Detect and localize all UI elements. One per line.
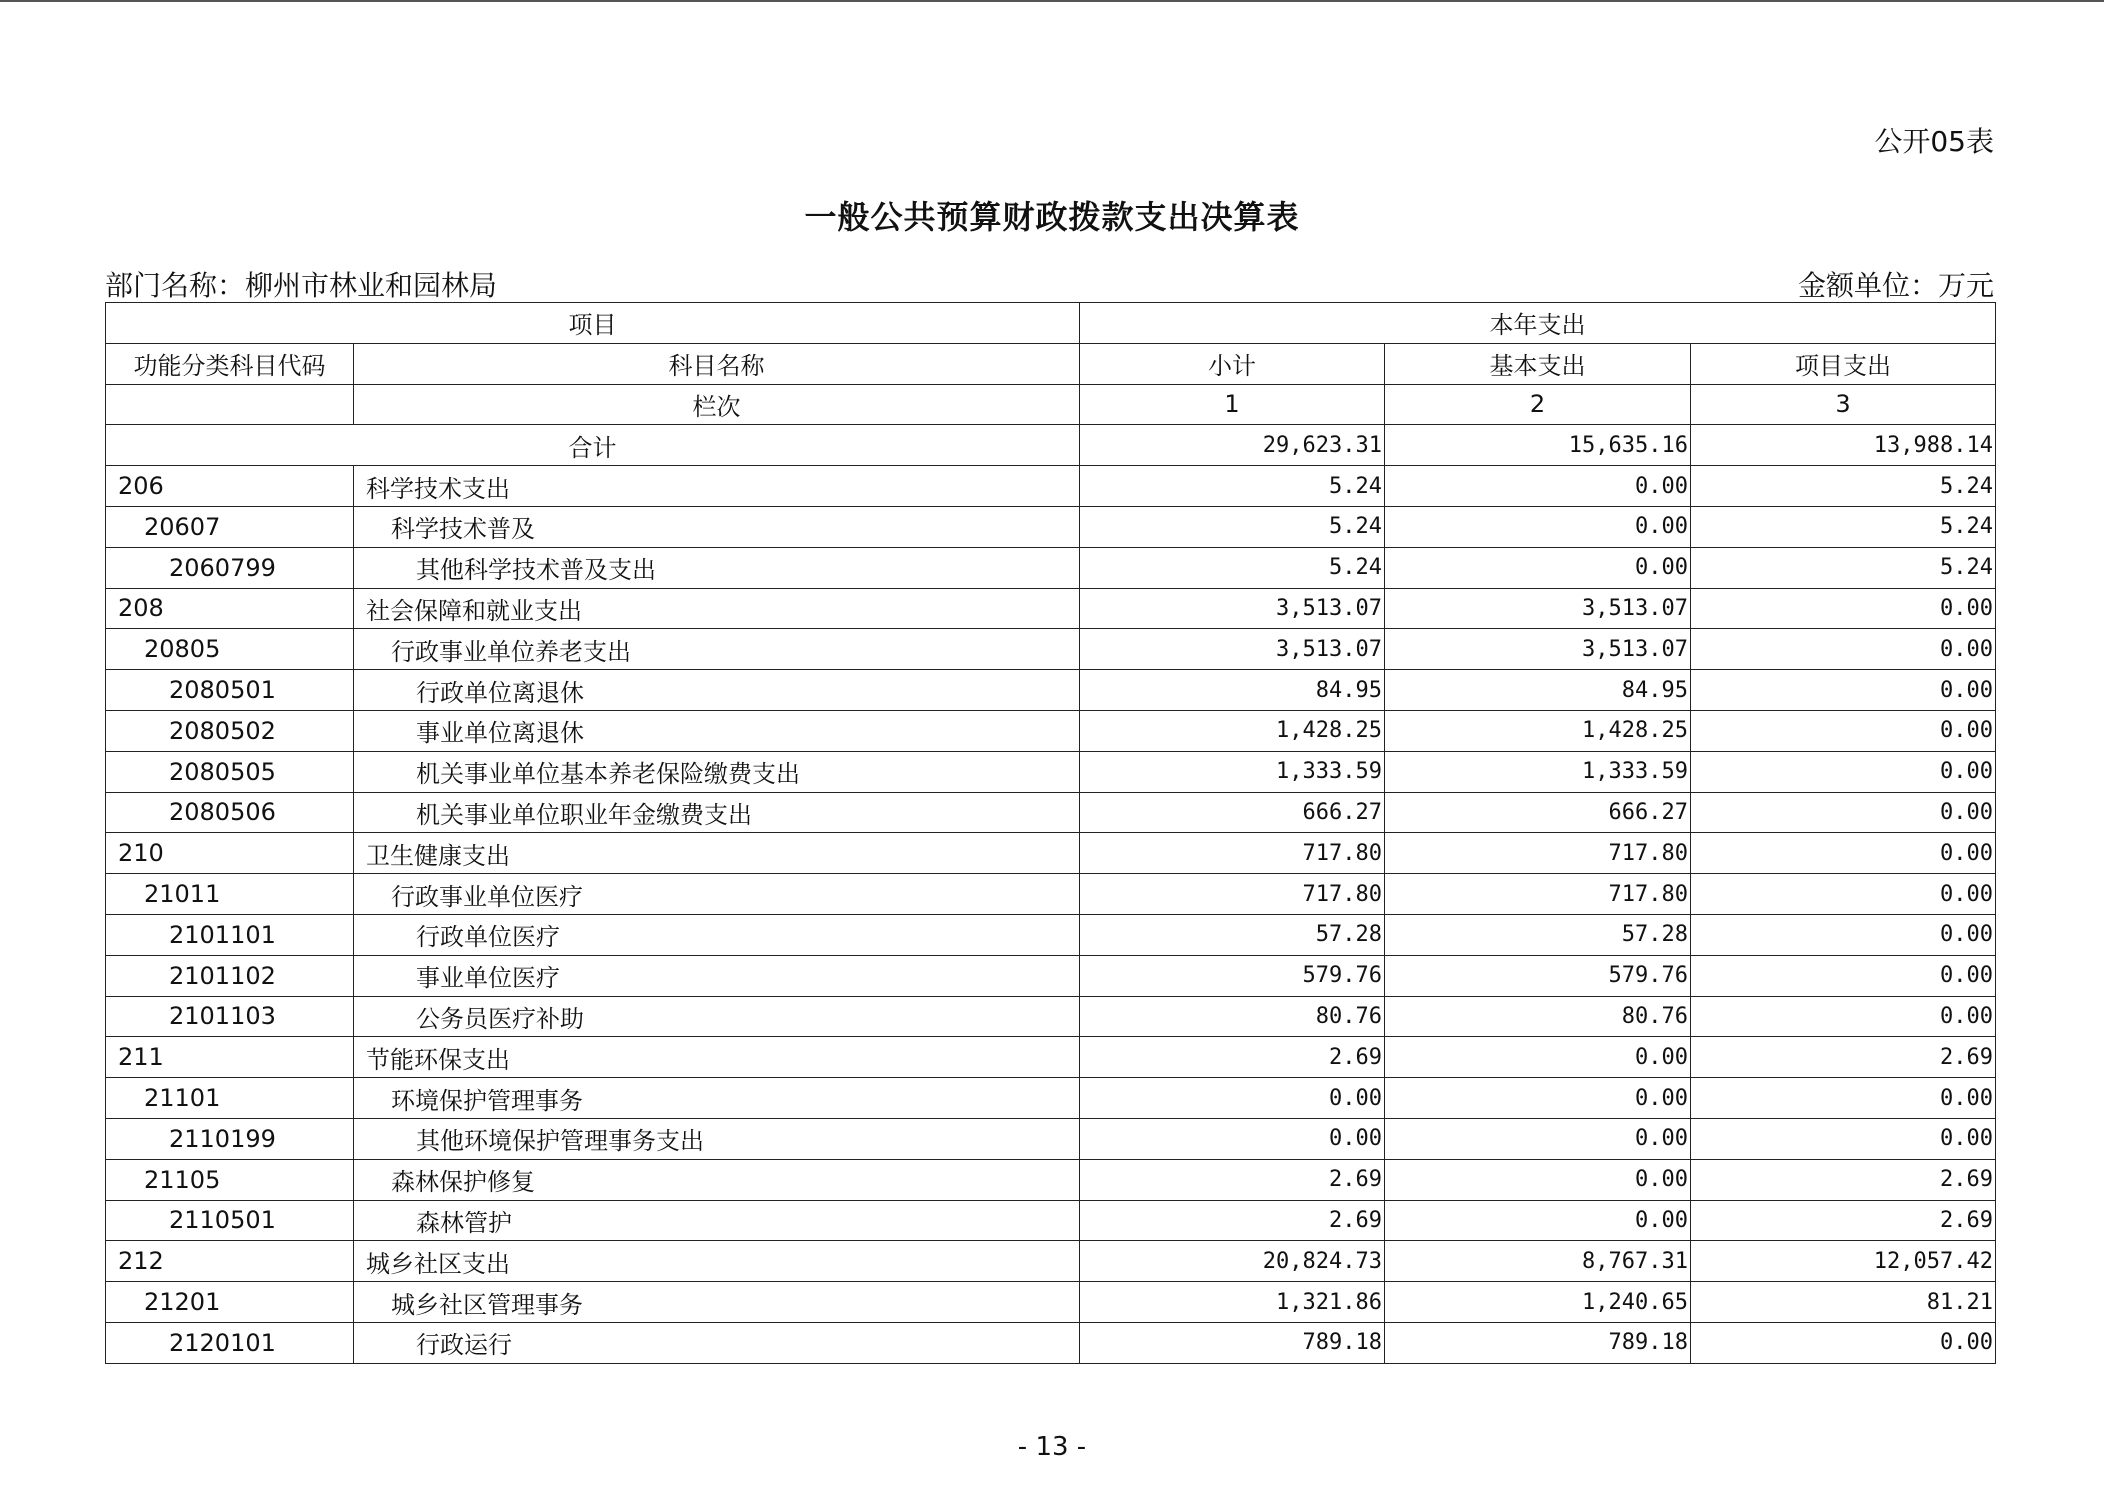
- row-subtotal: 1,333.59: [1080, 751, 1385, 792]
- row-project: 2.69: [1691, 1200, 1996, 1241]
- row-subtotal: 80.76: [1080, 996, 1385, 1037]
- row-code: 2080501: [106, 670, 354, 711]
- header-row-2: [106, 343, 1996, 384]
- header-row-index: [106, 384, 1996, 425]
- row-basic: 789.18: [1385, 1322, 1691, 1363]
- row-name: 其他科学技术普及支出: [354, 547, 1080, 588]
- row-basic: 717.80: [1385, 874, 1691, 915]
- table-row: [106, 1078, 1996, 1119]
- row-project: 0.00: [1691, 751, 1996, 792]
- header-current-year: 本年支出: [1080, 303, 1996, 344]
- unit-label: 金额单位：万元: [1797, 269, 1994, 302]
- row-subtotal: 0.00: [1080, 1118, 1385, 1159]
- row-basic: 666.27: [1385, 792, 1691, 833]
- row-code: 20805: [106, 629, 354, 670]
- row-basic: 3,513.07: [1385, 588, 1691, 629]
- table-row: [106, 547, 1996, 588]
- row-basic: 0.00: [1385, 1118, 1691, 1159]
- row-subtotal: 57.28: [1080, 914, 1385, 955]
- row-basic: 0.00: [1385, 1200, 1691, 1241]
- row-name: 森林保护修复: [354, 1159, 1080, 1200]
- row-project: 0.00: [1691, 955, 1996, 996]
- row-code: 2101103: [106, 996, 354, 1037]
- total-project: 13,988.14: [1691, 425, 1996, 466]
- row-code: 2080502: [106, 710, 354, 751]
- header-project: 项目支出: [1691, 343, 1996, 384]
- row-code: 211: [106, 1037, 354, 1078]
- row-subtotal: 2.69: [1080, 1159, 1385, 1200]
- row-basic: 8,767.31: [1385, 1241, 1691, 1282]
- row-project: 0.00: [1691, 996, 1996, 1037]
- row-code: 2060799: [106, 547, 354, 588]
- row-name: 科学技术普及: [354, 506, 1080, 547]
- row-basic: 0.00: [1385, 1159, 1691, 1200]
- row-subtotal: 84.95: [1080, 670, 1385, 711]
- row-subtotal: 5.24: [1080, 547, 1385, 588]
- header-subtotal: 小计: [1080, 343, 1385, 384]
- row-subtotal: 1,428.25: [1080, 710, 1385, 751]
- form-code: 公开05表: [1874, 125, 1994, 158]
- row-code: 210: [106, 833, 354, 874]
- row-name: 行政事业单位医疗: [354, 874, 1080, 915]
- row-index-label: 栏次: [354, 384, 1080, 425]
- row-project: 0.00: [1691, 833, 1996, 874]
- table-row: [106, 588, 1996, 629]
- row-code: 2110501: [106, 1200, 354, 1241]
- row-project: 0.00: [1691, 792, 1996, 833]
- row-code: 2080506: [106, 792, 354, 833]
- table-row: [106, 466, 1996, 507]
- row-name: 行政事业单位养老支出: [354, 629, 1080, 670]
- row-project: 0.00: [1691, 1322, 1996, 1363]
- row-project: 2.69: [1691, 1159, 1996, 1200]
- row-project: 0.00: [1691, 670, 1996, 711]
- table-row: [106, 629, 1996, 670]
- page-number: - 13 -: [1017, 1432, 1087, 1462]
- row-name: 科学技术支出: [354, 466, 1080, 507]
- row-name: 其他环境保护管理事务支出: [354, 1118, 1080, 1159]
- row-name: 机关事业单位基本养老保险缴费支出: [354, 751, 1080, 792]
- table-row: [106, 914, 1996, 955]
- table-row: [106, 506, 1996, 547]
- row-code: 2080505: [106, 751, 354, 792]
- row-code: 206: [106, 466, 354, 507]
- row-subtotal: 2.69: [1080, 1037, 1385, 1078]
- table-row: [106, 751, 1996, 792]
- table-row: [106, 1037, 1996, 1078]
- index-blank-cell: [106, 384, 354, 425]
- row-subtotal: 0.00: [1080, 1078, 1385, 1119]
- table-row: [106, 833, 1996, 874]
- row-basic: 1,240.65: [1385, 1282, 1691, 1323]
- row-code: 212: [106, 1241, 354, 1282]
- row-project: 0.00: [1691, 874, 1996, 915]
- row-name: 行政单位医疗: [354, 914, 1080, 955]
- row-subtotal: 5.24: [1080, 506, 1385, 547]
- table-row: [106, 955, 1996, 996]
- row-basic: 1,428.25: [1385, 710, 1691, 751]
- page-title: 一般公共预算财政拨款支出决算表: [804, 198, 1300, 236]
- row-code: 21011: [106, 874, 354, 915]
- total-row: [106, 425, 1996, 466]
- row-subtotal: 717.80: [1080, 874, 1385, 915]
- table-row: [106, 670, 1996, 711]
- row-project: 2.69: [1691, 1037, 1996, 1078]
- table-row: [106, 1159, 1996, 1200]
- row-subtotal: 579.76: [1080, 955, 1385, 996]
- row-project: 5.24: [1691, 506, 1996, 547]
- row-project: 81.21: [1691, 1282, 1996, 1323]
- row-basic: 80.76: [1385, 996, 1691, 1037]
- row-subtotal: 717.80: [1080, 833, 1385, 874]
- table-row: [106, 874, 1996, 915]
- row-subtotal: 666.27: [1080, 792, 1385, 833]
- row-project: 12,057.42: [1691, 1241, 1996, 1282]
- header-row-1: [106, 303, 1996, 344]
- row-name: 森林管护: [354, 1200, 1080, 1241]
- row-name: 节能环保支出: [354, 1037, 1080, 1078]
- row-project: 0.00: [1691, 914, 1996, 955]
- row-name: 环境保护管理事务: [354, 1078, 1080, 1119]
- row-code: 2120101: [106, 1322, 354, 1363]
- row-basic: 3,513.07: [1385, 629, 1691, 670]
- header-basic: 基本支出: [1385, 343, 1691, 384]
- index-2: 2: [1385, 384, 1691, 425]
- row-project: 0.00: [1691, 629, 1996, 670]
- table-row: [106, 1322, 1996, 1363]
- row-basic: 579.76: [1385, 955, 1691, 996]
- row-name: 行政运行: [354, 1322, 1080, 1363]
- row-code: 2110199: [106, 1118, 354, 1159]
- row-subtotal: 3,513.07: [1080, 629, 1385, 670]
- row-project: 5.24: [1691, 466, 1996, 507]
- row-basic: 0.00: [1385, 466, 1691, 507]
- index-3: 3: [1691, 384, 1996, 425]
- table-row: [106, 710, 1996, 751]
- header-name: 科目名称: [354, 343, 1080, 384]
- top-border-line: [0, 0, 2104, 2]
- total-subtotal: 29,623.31: [1080, 425, 1385, 466]
- row-project: 0.00: [1691, 588, 1996, 629]
- table-row: [106, 792, 1996, 833]
- row-subtotal: 1,321.86: [1080, 1282, 1385, 1323]
- row-basic: 717.80: [1385, 833, 1691, 874]
- row-subtotal: 5.24: [1080, 466, 1385, 507]
- row-subtotal: 789.18: [1080, 1322, 1385, 1363]
- row-code: 20607: [106, 506, 354, 547]
- budget-table: [105, 302, 1996, 1364]
- row-project: 0.00: [1691, 710, 1996, 751]
- department-label: 部门名称：柳州市林业和园林局: [105, 269, 498, 302]
- row-basic: 0.00: [1385, 547, 1691, 588]
- header-item: 项目: [106, 303, 1080, 344]
- total-basic: 15,635.16: [1385, 425, 1691, 466]
- table-row: [106, 1200, 1996, 1241]
- row-basic: 0.00: [1385, 1078, 1691, 1119]
- row-subtotal: 20,824.73: [1080, 1241, 1385, 1282]
- row-name: 城乡社区管理事务: [354, 1282, 1080, 1323]
- table-row: [106, 1241, 1996, 1282]
- table-row: [106, 996, 1996, 1037]
- row-name: 社会保障和就业支出: [354, 588, 1080, 629]
- row-project: 0.00: [1691, 1078, 1996, 1119]
- row-basic: 0.00: [1385, 506, 1691, 547]
- table-row: [106, 1118, 1996, 1159]
- row-basic: 1,333.59: [1385, 751, 1691, 792]
- table-row: [106, 1282, 1996, 1323]
- total-label: 合计: [106, 425, 1080, 466]
- header-code: 功能分类科目代码: [106, 343, 354, 384]
- row-subtotal: 3,513.07: [1080, 588, 1385, 629]
- index-1: 1: [1080, 384, 1385, 425]
- row-code: 21105: [106, 1159, 354, 1200]
- row-basic: 84.95: [1385, 670, 1691, 711]
- row-name: 机关事业单位职业年金缴费支出: [354, 792, 1080, 833]
- row-code: 21201: [106, 1282, 354, 1323]
- row-project: 5.24: [1691, 547, 1996, 588]
- row-code: 2101101: [106, 914, 354, 955]
- row-basic: 0.00: [1385, 1037, 1691, 1078]
- row-name: 行政单位离退休: [354, 670, 1080, 711]
- row-basic: 57.28: [1385, 914, 1691, 955]
- row-subtotal: 2.69: [1080, 1200, 1385, 1241]
- row-code: 2101102: [106, 955, 354, 996]
- row-name: 事业单位医疗: [354, 955, 1080, 996]
- row-name: 事业单位离退休: [354, 710, 1080, 751]
- row-name: 城乡社区支出: [354, 1241, 1080, 1282]
- row-code: 208: [106, 588, 354, 629]
- row-name: 卫生健康支出: [354, 833, 1080, 874]
- row-project: 0.00: [1691, 1118, 1996, 1159]
- row-code: 21101: [106, 1078, 354, 1119]
- row-name: 公务员医疗补助: [354, 996, 1080, 1037]
